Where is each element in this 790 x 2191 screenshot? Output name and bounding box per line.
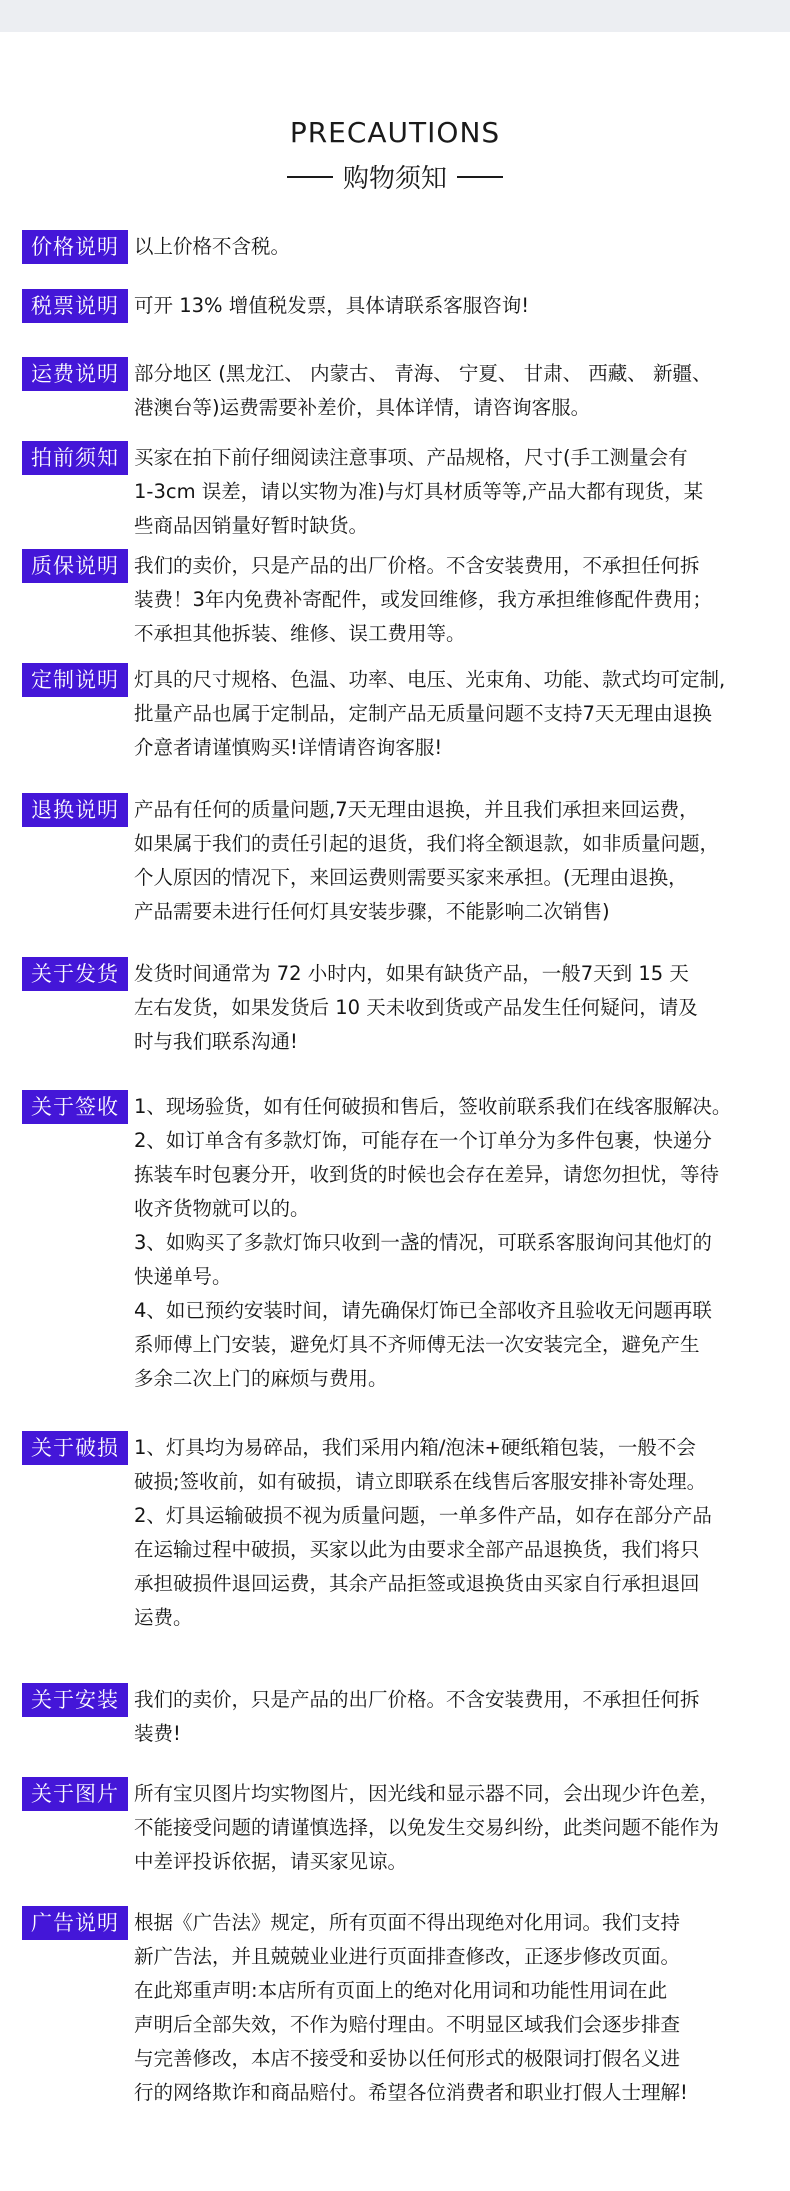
section-text [134, 1090, 790, 1396]
section-text [134, 289, 790, 323]
section-text-line: 快递单号。 [134, 1265, 232, 1288]
section-text [134, 1431, 790, 1635]
section-text-line: 在此郑重声明:本店所有页面上的绝对化用词和功能性用词在此 [134, 1979, 668, 2002]
section-text [134, 663, 790, 765]
top-band [0, 0, 790, 32]
section-text-line: 多余二次上门的麻烦与费用。 [134, 1367, 388, 1390]
section-tag: 运费说明 [22, 357, 128, 391]
section-tag: 关于签收 [22, 1090, 128, 1124]
section-text-line: 1-3cm 误差，请以实物为准)与灯具材质等等,产品大都有现货，某 [134, 480, 704, 503]
page-title-en: PRECAUTIONS [289, 116, 501, 149]
section-text-line: 1、现场验货，如有任何破损和售后，签收前联系我们在线客服解决。 [134, 1095, 732, 1118]
section-text-line: 1、灯具均为易碎品，我们采用内箱/泡沫+硬纸箱包装，一般不会 [134, 1436, 696, 1459]
section-text-line: 可开 13% 增值税发票，具体请联系客服咨询! [134, 294, 530, 317]
section-text-line: 灯具的尺寸规格、色温、功率、电压、光束角、功能、款式均可定制, [134, 668, 726, 691]
section-text-line: 不承担其他拆装、维修、误工费用等。 [134, 622, 466, 645]
section-text-line: 时与我们联系沟通! [134, 1030, 298, 1053]
section-tag: 关于破损 [22, 1431, 128, 1465]
section-text-line: 发货时间通常为 72 小时内，如果有缺货产品，一般7天到 15 天 [134, 962, 689, 985]
section-text-line: 破损;签收前，如有破损，请立即联系在线售后客服安排补寄处理。 [134, 1470, 707, 1493]
section-text-line: 个人原因的情况下，来回运费则需要买家来承担。(无理由退换， [134, 866, 688, 889]
section-text-line: 所有宝贝图片均实物图片，因光线和显示器不同，会出现少许色差， [134, 1782, 720, 1805]
page-subtitle-cn: 购物须知 [342, 164, 447, 194]
section-tag: 定制说明 [22, 663, 128, 697]
section-text-line: 我们的卖价，只是产品的出厂价格。不含安装费用，不承担任何拆 [134, 1688, 700, 1711]
section-text [134, 357, 790, 425]
section-text-line: 不能接受问题的请谨慎选择，以免发生交易纠纷，此类问题不能作为 [134, 1816, 720, 1839]
section-text-line: 承担破损件退回运费，其余产品拒签或退换货由买家自行承担退回 [134, 1572, 700, 1595]
section-tag: 税票说明 [22, 289, 128, 323]
section-text-line: 中差评投诉依据，请买家见谅。 [134, 1850, 408, 1873]
section-tag: 价格说明 [22, 230, 128, 264]
section-tag: 广告说明 [22, 1906, 128, 1940]
section-text-line: 装费！3年内免费补寄配件，或发回维修，我方承担维修配件费用； [134, 588, 712, 611]
section-text-line: 根据《广告法》规定，所有页面不得出现绝对化用词。我们支持 [134, 1911, 681, 1934]
section-text [134, 230, 790, 264]
section-text-line: 产品有任何的质量问题,7天无理由退换，并且我们承担来回运费， [134, 798, 699, 821]
section-text [134, 1906, 790, 2110]
section-text [134, 957, 790, 1059]
section-text-line: 运费。 [134, 1606, 193, 1629]
section-text [134, 441, 790, 543]
page-subtitle-row [0, 158, 790, 195]
section-text-line: 系师傅上门安装，避免灯具不齐师傅无法一次安装完全，避免产生 [134, 1333, 700, 1356]
section-tag: 关于发货 [22, 957, 128, 991]
section-text-line: 行的网络欺诈和商品赔付。希望各位消费者和职业打假人士理解! [134, 2081, 688, 2104]
section-text-line: 如果属于我们的责任引起的退货，我们将全额退款，如非质量问题， [134, 832, 720, 855]
section-text-line: 与完善修改，本店不接受和妥协以任何形式的极限词打假名义进 [134, 2047, 681, 2070]
section-text [134, 1683, 790, 1751]
section-text-line: 声明后全部失效，不作为赔付理由。不明显区域我们会逐步排查 [134, 2013, 681, 2036]
section-tag: 质保说明 [22, 549, 128, 583]
section-text-line: 在运输过程中破损，买家以此为由要求全部产品退换货，我们将只 [134, 1538, 700, 1561]
section-text-line: 2、灯具运输破损不视为质量问题，一单多件产品，如存在部分产品 [134, 1504, 712, 1527]
section-text [134, 549, 790, 651]
section-tag: 退换说明 [22, 793, 128, 827]
section-tag: 关于图片 [22, 1777, 128, 1811]
section-text-line: 以上价格不含税。 [134, 235, 291, 258]
section-text-line: 装费! [134, 1722, 181, 1745]
section-text-line: 4、如已预约安装时间，请先确保灯饰已全部收齐且验收无问题再联 [134, 1299, 712, 1322]
section-text [134, 793, 790, 929]
section-text-line: 2、如订单含有多款灯饰，可能存在一个订单分为多件包裹，快递分 [134, 1129, 712, 1152]
section-text-line: 产品需要未进行任何灯具安装步骤，不能影响二次销售) [134, 900, 610, 923]
subtitle-rule-left [287, 176, 333, 178]
section-tag: 关于安装 [22, 1683, 128, 1717]
section-text-line: 我们的卖价，只是产品的出厂价格。不含安装费用，不承担任何拆 [134, 554, 700, 577]
section-text-line: 拣装车时包裹分开，收到货的时候也会存在差异，请您勿担忧，等待 [134, 1163, 720, 1186]
section-text-line: 介意者请谨慎购买!详情请咨询客服! [134, 736, 443, 759]
section-text-line: 左右发货，如果发货后 10 天未收到货或产品发生任何疑问，请及 [134, 996, 698, 1019]
section-text-line: 些商品因销量好暂时缺货。 [134, 514, 369, 537]
section-tag: 拍前须知 [22, 441, 128, 475]
section-text-line: 新广告法，并且兢兢业业进行页面排查修改，正逐步修改页面。 [134, 1945, 681, 1968]
section-text-line: 批量产品也属于定制品，定制产品无质量问题不支持7天无理由退换 [134, 702, 712, 725]
section-text [134, 1777, 790, 1879]
section-text-line: 部分地区 (黑龙江、 内蒙古、 青海、 宁夏、 甘肃、 西藏、 新疆、 [134, 362, 712, 385]
subtitle-rule-right [457, 176, 503, 178]
section-text-line: 买家在拍下前仔细阅读注意事项、产品规格，尺寸(手工测量会有 [134, 446, 688, 469]
section-text-line: 港澳台等)运费需要补差价，具体详情，请咨询客服。 [134, 396, 591, 419]
section-text-line: 3、如购买了多款灯饰只收到一盏的情况，可联系客服询问其他灯的 [134, 1231, 712, 1254]
section-text-line: 收齐货物就可以的。 [134, 1197, 310, 1220]
